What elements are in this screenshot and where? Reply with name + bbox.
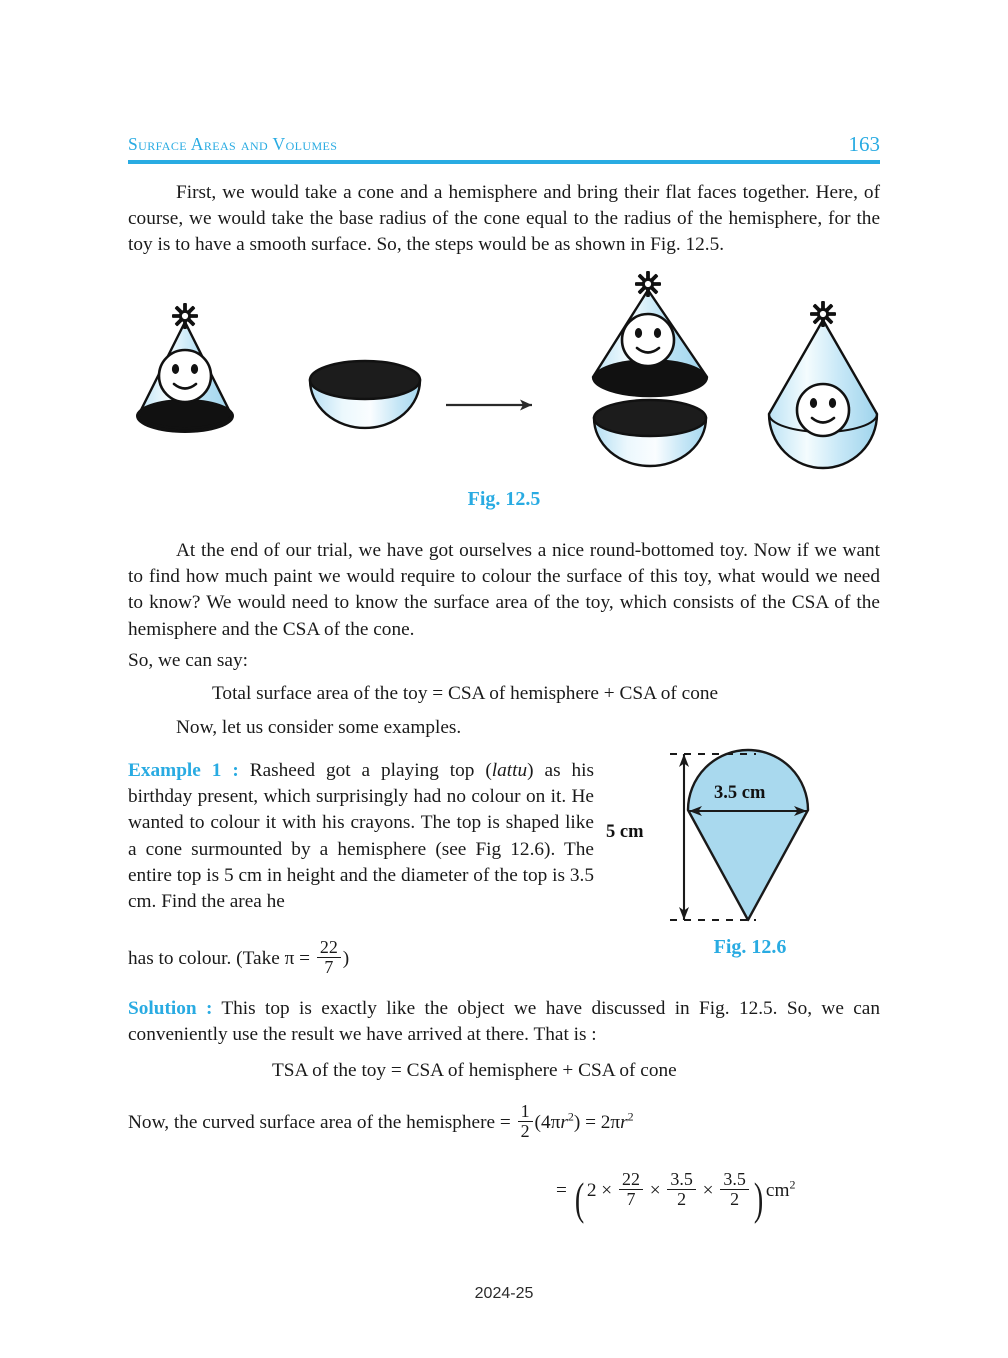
csa-mid: (4π [534, 1112, 561, 1134]
pi-fraction [317, 938, 341, 978]
times-sign-2: × [697, 1180, 719, 1202]
figure-12-6-svg [616, 742, 884, 932]
page-footer: 2024-25 [474, 1285, 534, 1302]
csa-prefix: Now, the curved surface area of the hemisphere = [128, 1112, 516, 1134]
chapter-title: Surface Areas and Volumes [128, 134, 338, 154]
csa-variable-1: r [560, 1112, 568, 1134]
pi-line-suffix: ) [342, 948, 350, 970]
one-half-fraction [518, 1102, 533, 1142]
csa-numeric-equation [556, 1169, 796, 1225]
so-we-can-say: So, we can say: [128, 650, 248, 671]
fraction-3point5-2-b [720, 1170, 748, 1210]
pi-numerator: 22 [319, 937, 338, 957]
height-dimension-arrow [679, 754, 689, 920]
example-1-text-part1: Rasheed got a playing top ( [238, 760, 492, 781]
solution-label: Solution : [128, 998, 213, 1019]
example-1-text-part2: ) as his birthday present, which surprisingly had no colour on it. He wanted to colour it with his crayons. The top is shaped like a cone surmounted by a hemisphere (see Fig 12.6). The entire top is 5 cm in height and the diameter of the top is 3.5 cm. Find the area he [128, 760, 595, 913]
diameter-label: 3.5 cm [714, 783, 766, 803]
frac3-numerator: 3.5 [723, 1169, 746, 1189]
equation-leading-factor: 2 × [586, 1180, 617, 1202]
fraction-22-7 [619, 1170, 643, 1210]
frac1-numerator: 22 [621, 1169, 640, 1189]
solution-tsa-equation: TSA of the toy = CSA of hemisphere + CSA of cone [272, 1060, 677, 1081]
csa-close: ) = 2π [573, 1112, 621, 1134]
csa-hemisphere-formula [128, 1102, 634, 1142]
csa-frac-numerator: 1 [520, 1101, 530, 1121]
figure-12-6 [606, 742, 884, 932]
csa-exponent-1: 2 [567, 1109, 574, 1124]
cone-shape [136, 303, 234, 433]
pi-line-prefix: has to colour. (Take π = [128, 948, 315, 970]
csa-frac-denominator: 2 [518, 1121, 533, 1141]
unit-exponent: 2 [789, 1177, 796, 1192]
open-paren: ( [574, 1174, 584, 1225]
solution-block [128, 996, 880, 1048]
csa-variable-2: r [620, 1112, 628, 1134]
example-1-block [128, 758, 594, 915]
solution-text: This top is exactly like the object we have discussed in Fig. 12.5. So, we can conveniently use the result we have arrived at there. That is : [128, 998, 880, 1046]
frac2-denominator: 2 [667, 1189, 695, 1209]
total-surface-area-equation: Total surface area of the toy = CSA of hemisphere + CSA of cone [212, 683, 719, 704]
close-paren: ) [753, 1174, 764, 1225]
cone-over-hemisphere-shape [593, 271, 707, 466]
example-1-pi-line [128, 938, 349, 978]
figure-12-6-caption: Fig. 12.6 [713, 936, 787, 958]
pi-denominator: 7 [317, 957, 341, 977]
frac2-numerator: 3.5 [670, 1169, 693, 1189]
figure-12-5-caption: Fig. 12.5 [467, 488, 541, 510]
combined-toy-shape [769, 301, 877, 468]
unit-label: cm [765, 1180, 790, 1202]
height-label: 5 cm [606, 822, 644, 842]
figure-12-5 [128, 268, 888, 480]
page-number: 163 [848, 132, 880, 156]
example-1-label: Example 1 : [128, 760, 239, 781]
figure-12-5-svg [128, 268, 888, 480]
times-sign-1: × [644, 1180, 666, 1202]
csa-exponent-2: 2 [627, 1109, 634, 1124]
equation-equals-sign: = [556, 1180, 567, 1202]
header-divider [128, 160, 880, 164]
paragraph-trial: At the end of our trial, we have got ourselves a nice round-bottomed toy. Now if we want to find how much paint we would require to colour the surface of this toy, what would we need to know? We would need to know the surface area of the toy, which consists of the CSA of the hemisphere and the CSA of the cone. [128, 540, 880, 640]
spinning-top-outline [688, 750, 808, 920]
paragraph-intro: First, we would take a cone and a hemisphere and bring their flat faces together. Here, of course, we would take the base radius of the cone equal to the radius of the hemisphere, for the toy is to have a smooth surface. So, the steps would be as shown in Fig. 12.5. [128, 182, 880, 256]
example-1-italic-word: lattu [491, 760, 528, 781]
now-consider-examples: Now, let us consider some examples. [176, 717, 462, 738]
hemisphere-shape [310, 361, 420, 428]
transform-arrow-icon [446, 400, 532, 411]
frac1-denominator: 7 [619, 1189, 643, 1209]
fraction-3point5-2-a [667, 1170, 695, 1210]
frac3-denominator: 2 [720, 1189, 748, 1209]
